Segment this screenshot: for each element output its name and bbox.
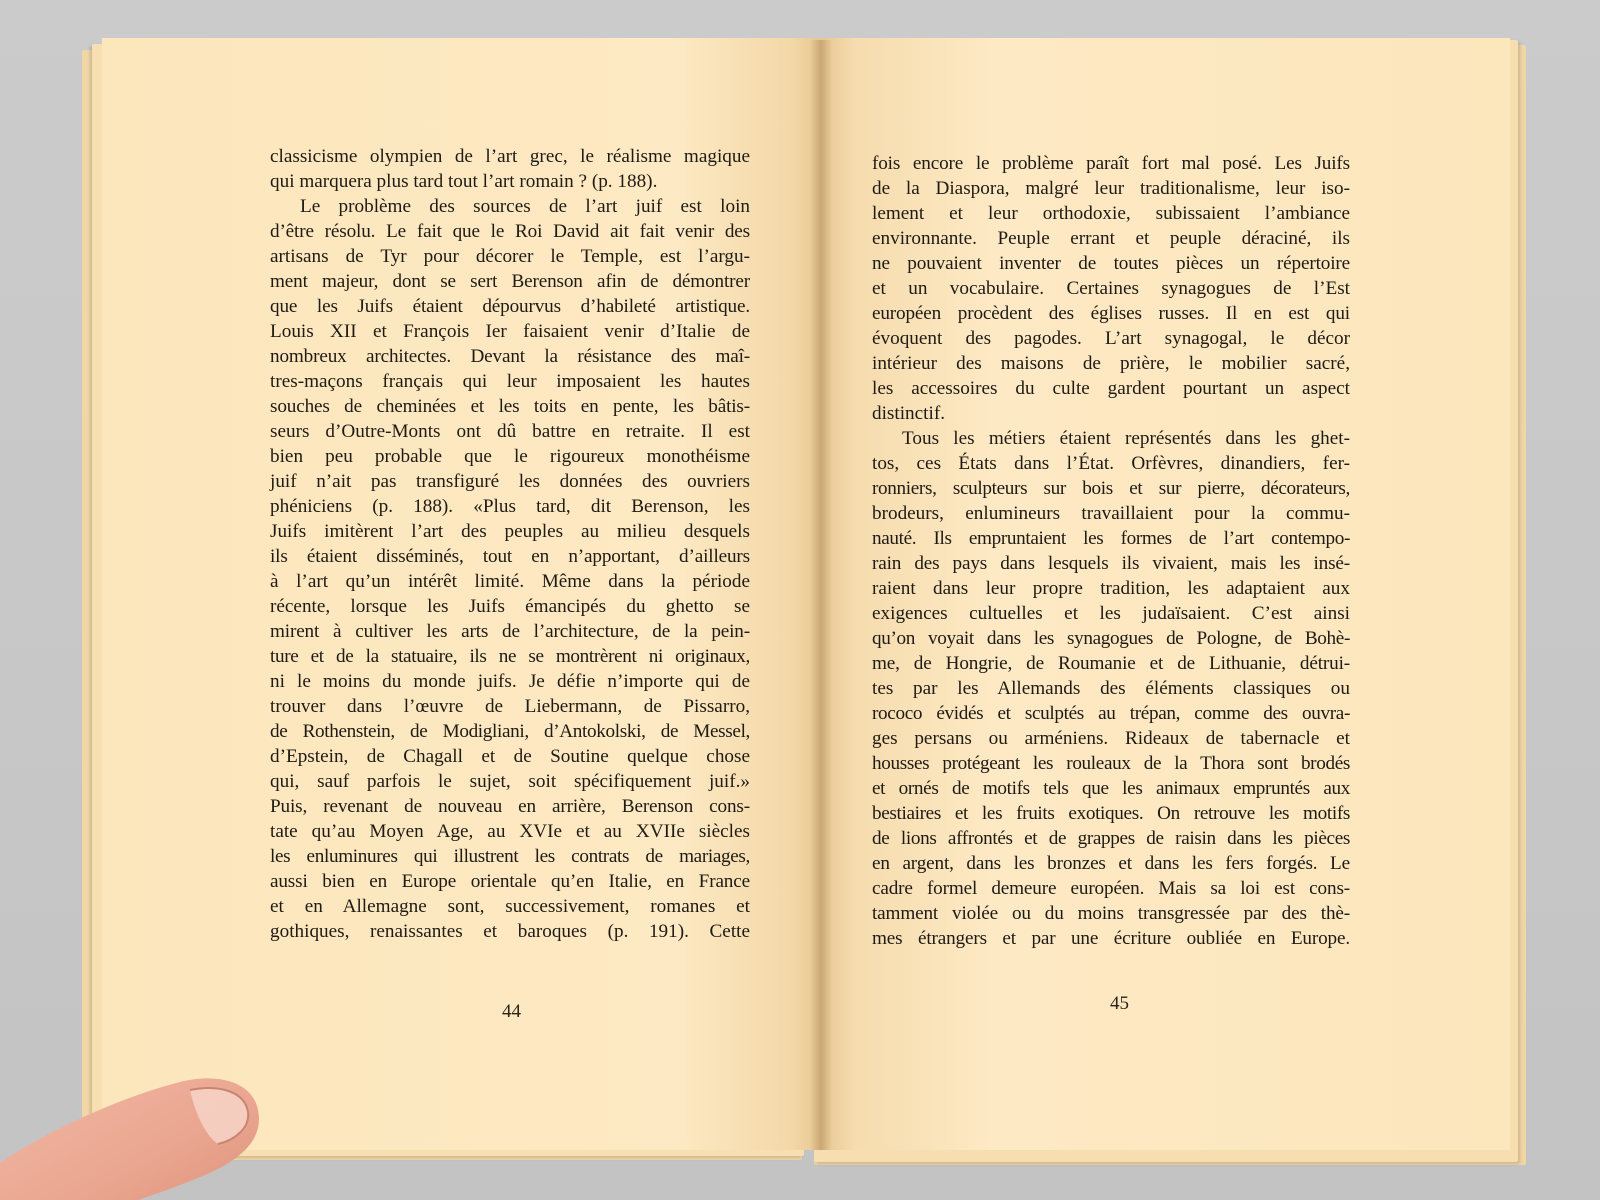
page-number: 45 <box>1110 993 1129 1014</box>
text-line: ges persans ou arméniens. Rideaux de tabernacle et <box>872 728 1350 749</box>
text-line: intérieur des maisons de prière, le mobilier sacré, <box>872 353 1350 374</box>
text-line: d’Epstein, de Chagall et de Soutine quelque chose <box>270 746 750 767</box>
text-line: bestiaires et les fruits exotiques. On retrouve les motifs <box>872 803 1350 824</box>
text-line: de Rothenstein, de Modigliani, d’Antokolski, de Messel, <box>270 721 750 742</box>
text-line: Louis XII et François Ier faisaient venir d’Italie de <box>270 321 750 342</box>
text-line: et ornés de motifs tels que les animaux empruntés aux <box>872 778 1350 799</box>
text-line: que les Juifs étaient dépourvus d’habileté artistique. <box>270 296 750 317</box>
text-line: trouver dans l’œuvre de Liebermann, de Pissarro, <box>270 696 750 717</box>
text-line: ils étaient disséminés, tout en n’apportant, d’ailleurs <box>270 546 750 567</box>
text-line: ment majeur, dont se sert Berenson afin de démontrer <box>270 271 750 292</box>
text-line: nombreux architectes. Devant la résistance des maî- <box>270 346 750 367</box>
text-line: Juifs imitèrent l’art des peuples au milieu desquels <box>270 521 750 542</box>
text-line: ne pouvaient inventer de toutes pièces un répertoire <box>872 253 1350 274</box>
text-line: nauté. Ils empruntaient les formes de l’art contempo- <box>872 528 1350 549</box>
text-line: tos, ces États dans l’État. Orfèvres, dinandiers, fer- <box>872 453 1350 474</box>
text-line: brodeurs, enlumineurs travaillaient pour la commu- <box>872 503 1350 524</box>
text-line: lement et leur orthodoxie, subissaient l’ambiance <box>872 203 1350 224</box>
left-page-text <box>270 144 750 944</box>
text-line: mes étrangers et par une écriture oubliée en Europe. <box>872 928 1350 949</box>
text-line: ronniers, sculpteurs sur bois et sur pierre, décorateurs, <box>872 478 1350 499</box>
text-line: ni le moins du monde juifs. Je défie n’importe qui de <box>270 671 750 692</box>
right-page-text <box>872 151 1350 951</box>
text-line: qui marquera plus tard tout l’art romain ? (p. 188). <box>270 171 658 192</box>
text-line: seurs d’Outre-Monts ont dû battre en retraite. Il est <box>270 421 750 442</box>
text-line: de la Diaspora, malgré leur traditionalisme, leur iso- <box>872 178 1350 199</box>
text-line: aussi bien en Europe orientale qu’en Italie, en France <box>270 871 750 892</box>
text-line: qui, sauf parfois le sujet, soit spécifiquement juif.» <box>270 771 750 792</box>
text-line: phéniciens (p. 188). «Plus tard, dit Berenson, les <box>270 496 750 517</box>
text-line: récente, lorsque les Juifs émancipés du ghetto se <box>270 596 750 617</box>
text-line: Le problème des sources de l’art juif est loin <box>300 196 750 217</box>
text-line: me, de Hongrie, de Roumanie et de Lithuanie, détrui- <box>872 653 1350 674</box>
text-line: tate qu’au Moyen Age, au XVIe et au XVIIe siècles <box>270 821 750 842</box>
right-page <box>820 38 1510 1150</box>
text-line: ture et de la statuaire, ils ne se montrèrent ni originaux, <box>270 646 750 667</box>
text-line: tes par les Allemands des éléments classiques ou <box>872 678 1350 699</box>
text-line: mirent à cultiver les arts de l’architecture, de la pein- <box>270 621 750 642</box>
text-line: distinctif. <box>872 403 946 424</box>
text-line: et en Allemagne sont, successivement, romanes et <box>270 896 750 917</box>
text-line: tres-maçons français qui leur imposaient les hautes <box>270 371 750 392</box>
text-line: environnante. Peuple errant et peuple déraciné, ils <box>872 228 1350 249</box>
text-line: artisans de Tyr pour décorer le Temple, est l’argu- <box>270 246 750 267</box>
page-number: 44 <box>502 1001 521 1022</box>
text-line: exigences cultuelles et les judaïsaient. C’est ainsi <box>872 603 1350 624</box>
text-line: en argent, dans les bronzes et dans les fers forgés. Le <box>872 853 1350 874</box>
text-line: de lions affrontés et de grappes de raisin dans les pièces <box>872 828 1350 849</box>
book-gutter-shadow <box>810 40 832 1150</box>
text-line: évoquent des pagodes. L’art synagogal, le décor <box>872 328 1350 349</box>
text-line: Puis, revenant de nouveau en arrière, Berenson cons- <box>270 796 750 817</box>
text-line: rain des pays dans lesquels ils vivaient, mais les insé- <box>872 553 1350 574</box>
text-line: qu’on voyait dans les synagogues de Pologne, de Bohè- <box>872 628 1350 649</box>
text-line: européen procèdent des églises russes. Il en est qui <box>872 303 1350 324</box>
text-line: Tous les métiers étaient représentés dans les ghet- <box>902 428 1350 449</box>
text-line: à l’art qu’un intérêt limité. Même dans la période <box>270 571 750 592</box>
left-page <box>102 38 820 1150</box>
text-line: gothiques, renaissantes et baroques (p. 191). Cette <box>270 921 750 942</box>
text-line: bien peu probable que le rigoureux monothéisme <box>270 446 750 467</box>
text-line: classicisme olympien de l’art grec, le réalisme magique <box>270 146 750 167</box>
text-line: souches de cheminées et les toits en pente, les bâtis- <box>270 396 750 417</box>
text-line: raient dans leur propre tradition, les adaptaient aux <box>872 578 1350 599</box>
text-line: et un vocabulaire. Certaines synagogues de l’Est <box>872 278 1350 299</box>
text-line: d’être résolu. Le fait que le Roi David ait fait venir des <box>270 221 750 242</box>
text-line: les enluminures qui illustrent les contrats de mariages, <box>270 846 750 867</box>
text-line: juif n’ait pas transfiguré les données des ouvriers <box>270 471 750 492</box>
text-line: tamment violée ou du moins transgressée par des thè- <box>872 903 1350 924</box>
text-line: housses protégeant les rouleaux de la Thora sont brodés <box>872 753 1350 774</box>
text-line: les accessoires du culte gardent pourtant un aspect <box>872 378 1350 399</box>
text-line: rococo évidés et sculptés au trépan, comme des ouvra- <box>872 703 1350 724</box>
text-line: fois encore le problème paraît fort mal posé. Les Juifs <box>872 153 1350 174</box>
text-line: cadre formel demeure européen. Mais sa loi est cons- <box>872 878 1350 899</box>
